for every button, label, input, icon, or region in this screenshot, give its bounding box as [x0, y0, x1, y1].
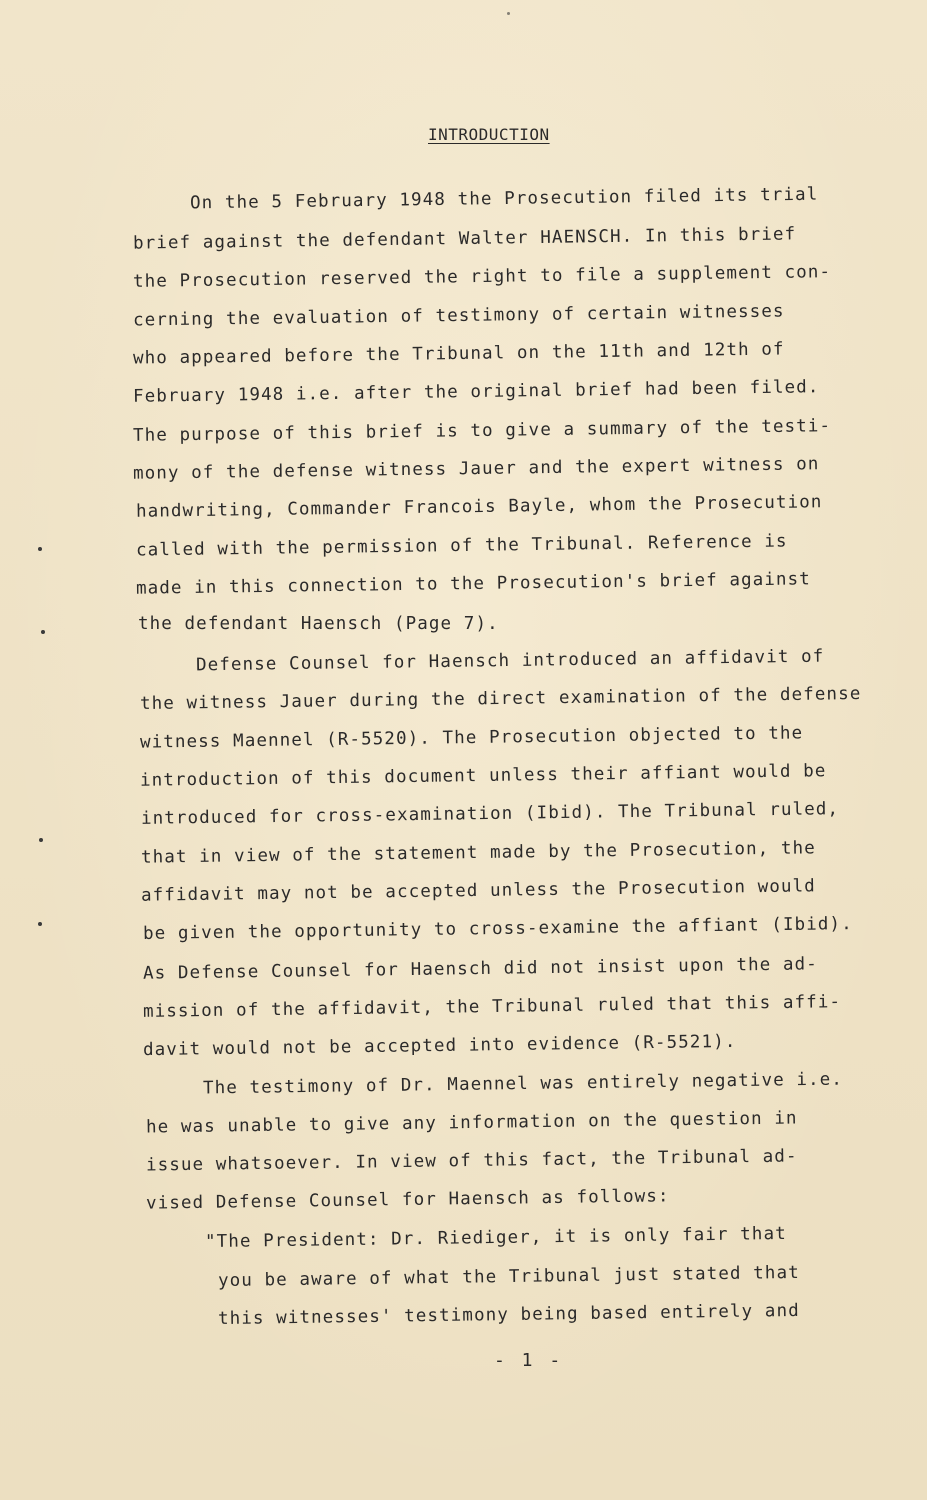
text-line: brief against the defendant Walter HAENSCH. In this brief — [132, 224, 797, 254]
text-line: introduction of this document unless their affiant would be — [139, 761, 827, 791]
quote-line: this witnesses' testimony being based entirely and — [217, 1300, 800, 1330]
quote-line: you be aware of what the Tribunal just stated that — [217, 1262, 800, 1292]
text-line: mission of the affidavit, the Tribunal ruled that this affi- — [142, 992, 842, 1022]
text-line: called with the permission of the Tribunal. Reference is — [135, 531, 788, 561]
text-line: the defendant Haensch (Page 7). — [138, 614, 499, 634]
text-line: The purpose of this brief is to give a summary of the testi- — [132, 416, 832, 446]
text-line: that in view of the statement made by the Prosecution, the — [140, 838, 816, 868]
text-line: he was unable to give any information on the question in — [145, 1108, 798, 1138]
text-line: Defense Counsel for Haensch introduced an affidavit of — [195, 646, 825, 676]
paper-speck — [39, 838, 43, 842]
text-line: affidavit may not be accepted unless the Prosecution would — [140, 876, 816, 906]
text-line: who appeared before the Tribunal on the 11th and 12th of — [132, 339, 785, 369]
text-line: davit would not be accepted into evidence (R-5521). — [142, 1031, 737, 1061]
text-line: be given the opportunity to cross-examine the affiant (Ibid). — [142, 914, 853, 944]
text-line: As Defense Counsel for Haensch did not insist upon the ad- — [142, 954, 818, 984]
text-line: February 1948 i.e. after the original brief had been filed. — [132, 377, 820, 407]
text-line: cerning the evaluation of testimony of certain witnesses — [132, 301, 785, 331]
text-line: vised Defense Counsel for Haensch as follows: — [145, 1186, 670, 1214]
text-line: the Prosecution reserved the right to file a supplement con- — [132, 262, 832, 292]
text-line: handwriting, Commander Francois Bayle, whom the Prosecution — [135, 492, 823, 522]
paper-speck — [41, 630, 45, 634]
paper-speck — [38, 922, 42, 926]
page-number: - 1 - — [494, 1350, 564, 1371]
text-line: issue whatsoever. In view of this fact, the Tribunal ad- — [145, 1146, 798, 1176]
text-line: witness Maennel (R-5520). The Prosecution objected to the — [139, 723, 804, 753]
quote-line: "The President: Dr. Riediger, it is only fair that — [204, 1223, 787, 1253]
paper-speck — [38, 547, 42, 551]
paper-speck — [507, 12, 510, 15]
text-line: On the 5 February 1948 the Prosecution filed its trial — [189, 184, 819, 214]
text-line: The testimony of Dr. Maennel was entirely negative i.e. — [202, 1069, 844, 1099]
text-line: made in this connection to the Prosecution's brief against — [135, 569, 811, 599]
text-line: the witness Jauer during the direct examination of the defense — [139, 683, 862, 715]
document-title: INTRODUCTION — [428, 125, 550, 144]
text-line: introduced for cross-examination (Ibid). The Tribunal ruled, — [140, 799, 840, 829]
text-line: mony of the defense witness Jauer and the expert witness on — [132, 454, 820, 484]
